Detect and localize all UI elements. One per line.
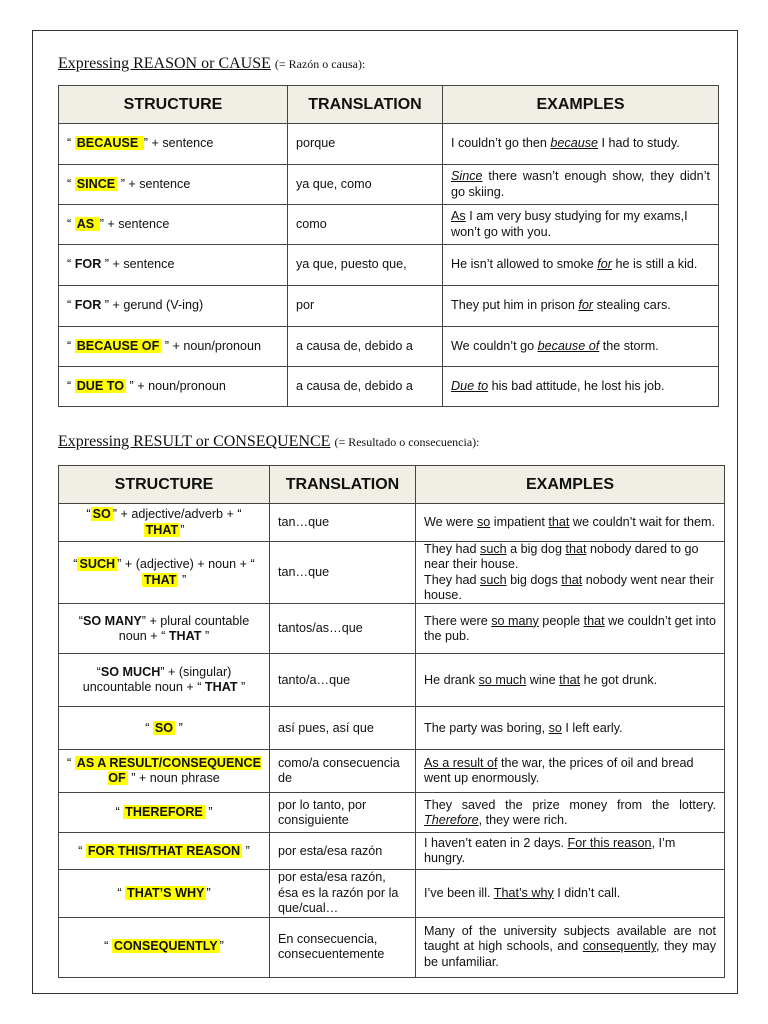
result-example-cell bbox=[416, 504, 725, 542]
example-underlined-keyword: that bbox=[548, 514, 570, 529]
reason-translation-cell: a causa de, debido a bbox=[288, 327, 443, 367]
example-text: I’ve been ill. bbox=[424, 885, 494, 900]
example-underlined-keyword: As bbox=[451, 209, 466, 224]
structure-text: ” + noun/pronoun bbox=[161, 338, 262, 353]
reason-structure-cell bbox=[59, 165, 288, 205]
example-italic-keyword bbox=[451, 379, 488, 393]
example-underlined-keyword: because bbox=[550, 136, 599, 151]
structure-text: “ bbox=[115, 805, 124, 820]
result-example-cell bbox=[416, 707, 725, 750]
result-structure-cell bbox=[59, 542, 270, 604]
structure-text: ” + plural countable noun + “ bbox=[118, 613, 250, 643]
example-text: the storm. bbox=[599, 338, 659, 353]
structure-highlighted-keyword: DUE TO bbox=[76, 378, 125, 393]
reason-header-structure: STRUCTURE bbox=[59, 86, 288, 124]
example-italic-keyword bbox=[451, 169, 483, 183]
structure-text: “ bbox=[78, 843, 86, 858]
structure-text: ” + adjective/adverb + “ bbox=[112, 507, 242, 522]
structure-text: “ bbox=[67, 338, 75, 353]
example-text: wine bbox=[526, 672, 560, 687]
example-text: people bbox=[538, 613, 584, 628]
example-underlined-keyword: because of bbox=[537, 338, 600, 353]
example-text: I left early. bbox=[561, 720, 623, 735]
result-example-cell bbox=[416, 793, 725, 833]
example-text: , they were rich. bbox=[478, 812, 568, 827]
result-table-row bbox=[59, 793, 725, 833]
structure-text: ” bbox=[242, 843, 250, 858]
structure-keyword: SO MUCH bbox=[100, 665, 161, 680]
reason-translation-cell: porque bbox=[288, 124, 443, 165]
structure-text: “ bbox=[78, 613, 83, 628]
result-header-structure: STRUCTURE bbox=[59, 466, 270, 504]
example-text: his bad attitude, he lost his job. bbox=[488, 378, 665, 393]
example-underlined-keyword: so many bbox=[491, 613, 539, 628]
example-text: I had to study. bbox=[598, 136, 680, 151]
structure-highlighted-keyword: AS A RESULT/CONSEQUENCE OF bbox=[76, 756, 261, 786]
reason-structure-cell bbox=[59, 245, 288, 286]
example-text: , I’m hungry. bbox=[424, 836, 676, 866]
result-example-cell bbox=[416, 870, 725, 917]
result-table-row bbox=[59, 604, 725, 654]
example-italic-keyword bbox=[538, 339, 600, 353]
example-italic-keyword bbox=[578, 298, 593, 312]
structure-text: “ bbox=[67, 136, 75, 151]
structure-text: “ bbox=[67, 756, 75, 771]
example-underlined-keyword: such bbox=[480, 542, 507, 556]
reason-table-body bbox=[59, 124, 719, 407]
example-text: impatient bbox=[490, 514, 549, 529]
structure-text: “ bbox=[86, 507, 91, 522]
structure-highlighted-keyword: BECAUSE OF bbox=[76, 338, 160, 353]
structure-text: ” + noun phrase bbox=[127, 771, 220, 786]
example-underlined-keyword: that bbox=[561, 572, 583, 587]
structure-text: ” bbox=[204, 805, 213, 820]
example-text: He isn’t allowed to smoke bbox=[451, 257, 598, 272]
structure-highlighted-keyword: AS bbox=[76, 216, 98, 231]
reason-table-row bbox=[59, 124, 719, 165]
reason-table bbox=[58, 85, 719, 407]
example-text: he got drunk. bbox=[580, 672, 658, 687]
result-table bbox=[58, 465, 725, 978]
structure-highlighted-keyword: FOR THIS/THAT REASON bbox=[87, 843, 241, 858]
result-example-cell bbox=[416, 604, 725, 654]
result-table-row bbox=[59, 654, 725, 707]
reason-structure-cell bbox=[59, 124, 288, 165]
example-text: He drank bbox=[424, 672, 479, 687]
structure-text: ” + sentence bbox=[143, 136, 214, 151]
result-translation-cell: tan…que bbox=[270, 542, 416, 604]
example-underlined-keyword: so much bbox=[478, 672, 527, 687]
example-underlined-keyword: That’s why bbox=[493, 885, 554, 900]
reason-translation-cell: a causa de, debido a bbox=[288, 367, 443, 407]
example-text: The party was boring, bbox=[424, 720, 549, 735]
result-title-main: Expressing RESULT or CONSEQUENCE bbox=[58, 433, 331, 450]
result-table-row bbox=[59, 707, 725, 750]
structure-highlighted-keyword: THEREFORE bbox=[125, 805, 203, 820]
reason-table-row bbox=[59, 205, 719, 245]
example-italic-keyword bbox=[424, 813, 479, 827]
reason-example-cell bbox=[443, 286, 719, 327]
reason-structure-cell bbox=[59, 286, 288, 327]
example-underlined-keyword: for bbox=[578, 298, 594, 313]
example-text: big dogs bbox=[506, 572, 562, 587]
example-text: I couldn’t go then bbox=[451, 136, 551, 151]
result-translation-cell: tantos/as…que bbox=[270, 604, 416, 654]
structure-text: ” bbox=[201, 628, 210, 643]
example-text: we couldn’t wait for them. bbox=[569, 514, 715, 529]
result-title-sub: (= Resultado o consecuencia): bbox=[334, 435, 480, 449]
result-example-cell bbox=[416, 917, 725, 977]
reason-table-row bbox=[59, 165, 719, 205]
structure-keyword: THAT bbox=[204, 680, 238, 695]
result-example-cell bbox=[416, 654, 725, 707]
example-underlined-keyword: that bbox=[559, 672, 581, 687]
structure-text: “ bbox=[67, 257, 75, 272]
example-text: They saved the prize money from the lottery. bbox=[424, 797, 716, 812]
result-example-cell bbox=[416, 833, 725, 870]
structure-highlighted-keyword: BECAUSE bbox=[76, 136, 142, 151]
example-text: stealing cars. bbox=[593, 298, 671, 313]
result-table-row bbox=[59, 504, 725, 542]
reason-example-cell bbox=[443, 165, 719, 205]
example-text: I didn’t call. bbox=[553, 885, 621, 900]
structure-text: “ bbox=[67, 378, 75, 393]
structure-highlighted-keyword: CONSEQUENTLY bbox=[113, 939, 218, 954]
structure-keyword: FOR bbox=[74, 298, 102, 313]
example-text: a big dog bbox=[506, 542, 566, 556]
example-text: They put him in prison bbox=[451, 298, 579, 313]
reason-example-cell bbox=[443, 245, 719, 286]
result-translation-cell: En consecuencia, consecuentemente bbox=[270, 917, 416, 977]
example-text: Many of the university subjects available are not taught at high schools, and bbox=[424, 923, 716, 954]
structure-text: ” bbox=[180, 522, 185, 537]
result-table-row bbox=[59, 542, 725, 604]
structure-text: “ bbox=[145, 720, 153, 735]
reason-example-cell bbox=[443, 124, 719, 165]
example-underlined-keyword: For this reason bbox=[567, 836, 652, 851]
result-table-row bbox=[59, 870, 725, 917]
structure-keyword: THAT bbox=[168, 628, 202, 643]
result-translation-cell: tan…que bbox=[270, 504, 416, 542]
result-structure-cell bbox=[59, 504, 270, 542]
result-translation-cell: por esta/esa razón, ésa es la razón por la que/cual… bbox=[270, 870, 416, 917]
result-structure-cell bbox=[59, 870, 270, 917]
example-underlined-keyword: Therefore bbox=[424, 812, 479, 827]
structure-text: ” bbox=[206, 885, 211, 900]
reason-title-main: Expressing REASON or CAUSE bbox=[58, 55, 271, 72]
result-table-row bbox=[59, 750, 725, 793]
result-structure-cell bbox=[59, 833, 270, 870]
reason-example-cell bbox=[443, 327, 719, 367]
structure-keyword: SO MANY bbox=[82, 613, 142, 628]
result-translation-cell: así pues, así que bbox=[270, 707, 416, 750]
reason-example-cell bbox=[443, 205, 719, 245]
reason-table-row bbox=[59, 286, 719, 327]
structure-text: ” + sentence bbox=[101, 257, 175, 272]
example-italic-keyword bbox=[550, 136, 598, 150]
result-translation-cell: como/a consecuencia de bbox=[270, 750, 416, 793]
structure-text: ” bbox=[219, 939, 224, 954]
result-structure-cell bbox=[59, 654, 270, 707]
result-structure-cell bbox=[59, 604, 270, 654]
structure-text: ” + (singular) uncountable noun + “ bbox=[82, 665, 232, 695]
result-header-translation: TRANSLATION bbox=[270, 466, 416, 504]
example-text: , they may be unfamiliar. bbox=[424, 939, 716, 969]
result-example-cell bbox=[416, 542, 725, 604]
result-example-cell bbox=[416, 750, 725, 793]
example-text: there wasn’t enough show, they didn’t go skiing. bbox=[451, 169, 710, 199]
example-text: we couldn’t get into the pub. bbox=[424, 613, 716, 643]
structure-text: ” + sentence bbox=[117, 176, 191, 191]
result-structure-cell bbox=[59, 750, 270, 793]
reason-structure-cell bbox=[59, 327, 288, 367]
structure-text: “ bbox=[117, 885, 126, 900]
result-structure-cell bbox=[59, 917, 270, 977]
structure-text: ” + (adjective) + noun + “ bbox=[117, 557, 255, 572]
example-underlined-keyword: As a result of bbox=[424, 756, 498, 771]
example-text: We couldn’t go bbox=[451, 338, 538, 353]
structure-text: “ bbox=[67, 176, 75, 191]
example-text: he is still a kid. bbox=[612, 257, 698, 272]
structure-text: ” + gerund (V-ing) bbox=[101, 298, 204, 313]
reason-header-row bbox=[59, 86, 719, 124]
example-underlined-keyword: such bbox=[480, 572, 507, 587]
structure-text: “ bbox=[96, 665, 101, 680]
result-table-body bbox=[59, 504, 725, 978]
structure-highlighted-keyword: SUCH bbox=[79, 557, 116, 572]
example-underlined-keyword: for bbox=[597, 257, 612, 272]
structure-highlighted-keyword: THAT bbox=[145, 522, 179, 537]
structure-text: ” bbox=[178, 572, 187, 587]
result-translation-cell: por lo tanto, por consiguiente bbox=[270, 793, 416, 833]
result-header-examples: EXAMPLES bbox=[416, 466, 725, 504]
reason-translation-cell: ya que, como bbox=[288, 165, 443, 205]
reason-title-sub: (= Razón o causa): bbox=[274, 57, 366, 71]
result-header-row bbox=[59, 466, 725, 504]
structure-text: “ bbox=[67, 298, 75, 313]
reason-header-examples: EXAMPLES bbox=[443, 86, 719, 124]
structure-highlighted-keyword: SINCE bbox=[76, 176, 116, 191]
reason-structure-cell bbox=[59, 367, 288, 407]
structure-highlighted-keyword: SO bbox=[154, 720, 174, 735]
reason-table-row bbox=[59, 327, 719, 367]
example-text: There were bbox=[424, 613, 492, 628]
example-text: I haven’t eaten in 2 days. bbox=[424, 836, 568, 851]
example-underlined-keyword: consequently bbox=[582, 939, 657, 954]
structure-highlighted-keyword: THAT’S WHY bbox=[127, 885, 205, 900]
structure-highlighted-keyword: THAT bbox=[143, 572, 177, 587]
example-underlined-keyword: that bbox=[583, 613, 605, 628]
reason-table-row bbox=[59, 245, 719, 286]
reason-translation-cell: ya que, puesto que, bbox=[288, 245, 443, 286]
example-italic-keyword bbox=[597, 257, 612, 271]
structure-text: ” bbox=[175, 720, 183, 735]
example-text: nobody went near their house. bbox=[424, 572, 714, 603]
example-text: I am very busy studying for my exams,I won’t go with you. bbox=[451, 209, 688, 239]
structure-text: “ bbox=[104, 939, 112, 954]
result-structure-cell bbox=[59, 707, 270, 750]
example-underlined-keyword: Due to bbox=[451, 378, 489, 393]
example-text: nobody dared to go near their house. bbox=[424, 542, 699, 572]
example-text: They had bbox=[424, 572, 481, 587]
result-table-row bbox=[59, 917, 725, 977]
reason-translation-cell: como bbox=[288, 205, 443, 245]
result-translation-cell: por esta/esa razón bbox=[270, 833, 416, 870]
structure-highlighted-keyword: SO bbox=[92, 507, 111, 522]
reason-section-title bbox=[58, 55, 365, 73]
reason-header-translation: TRANSLATION bbox=[288, 86, 443, 124]
example-underlined-keyword: so bbox=[548, 720, 562, 735]
result-table-row bbox=[59, 833, 725, 870]
example-underlined-keyword: that bbox=[565, 542, 587, 556]
structure-text: ” + noun/pronoun bbox=[126, 378, 226, 393]
structure-keyword: FOR bbox=[74, 257, 102, 272]
example-text: the war, the prices of oil and bread went up enormously. bbox=[424, 756, 694, 786]
example-underlined-keyword: Since bbox=[451, 169, 483, 184]
result-structure-cell bbox=[59, 793, 270, 833]
structure-text: “ bbox=[67, 216, 75, 231]
structure-text: “ bbox=[73, 557, 78, 572]
reason-example-cell bbox=[443, 367, 719, 407]
result-section-title bbox=[58, 433, 480, 451]
example-underlined-keyword: so bbox=[476, 514, 491, 529]
example-text: They had bbox=[424, 542, 481, 556]
reason-table-row bbox=[59, 367, 719, 407]
structure-text: ” + sentence bbox=[99, 216, 170, 231]
reason-translation-cell: por bbox=[288, 286, 443, 327]
structure-text: ” bbox=[237, 680, 246, 695]
reason-structure-cell bbox=[59, 205, 288, 245]
example-text: We were bbox=[424, 514, 477, 529]
result-translation-cell: tanto/a…que bbox=[270, 654, 416, 707]
